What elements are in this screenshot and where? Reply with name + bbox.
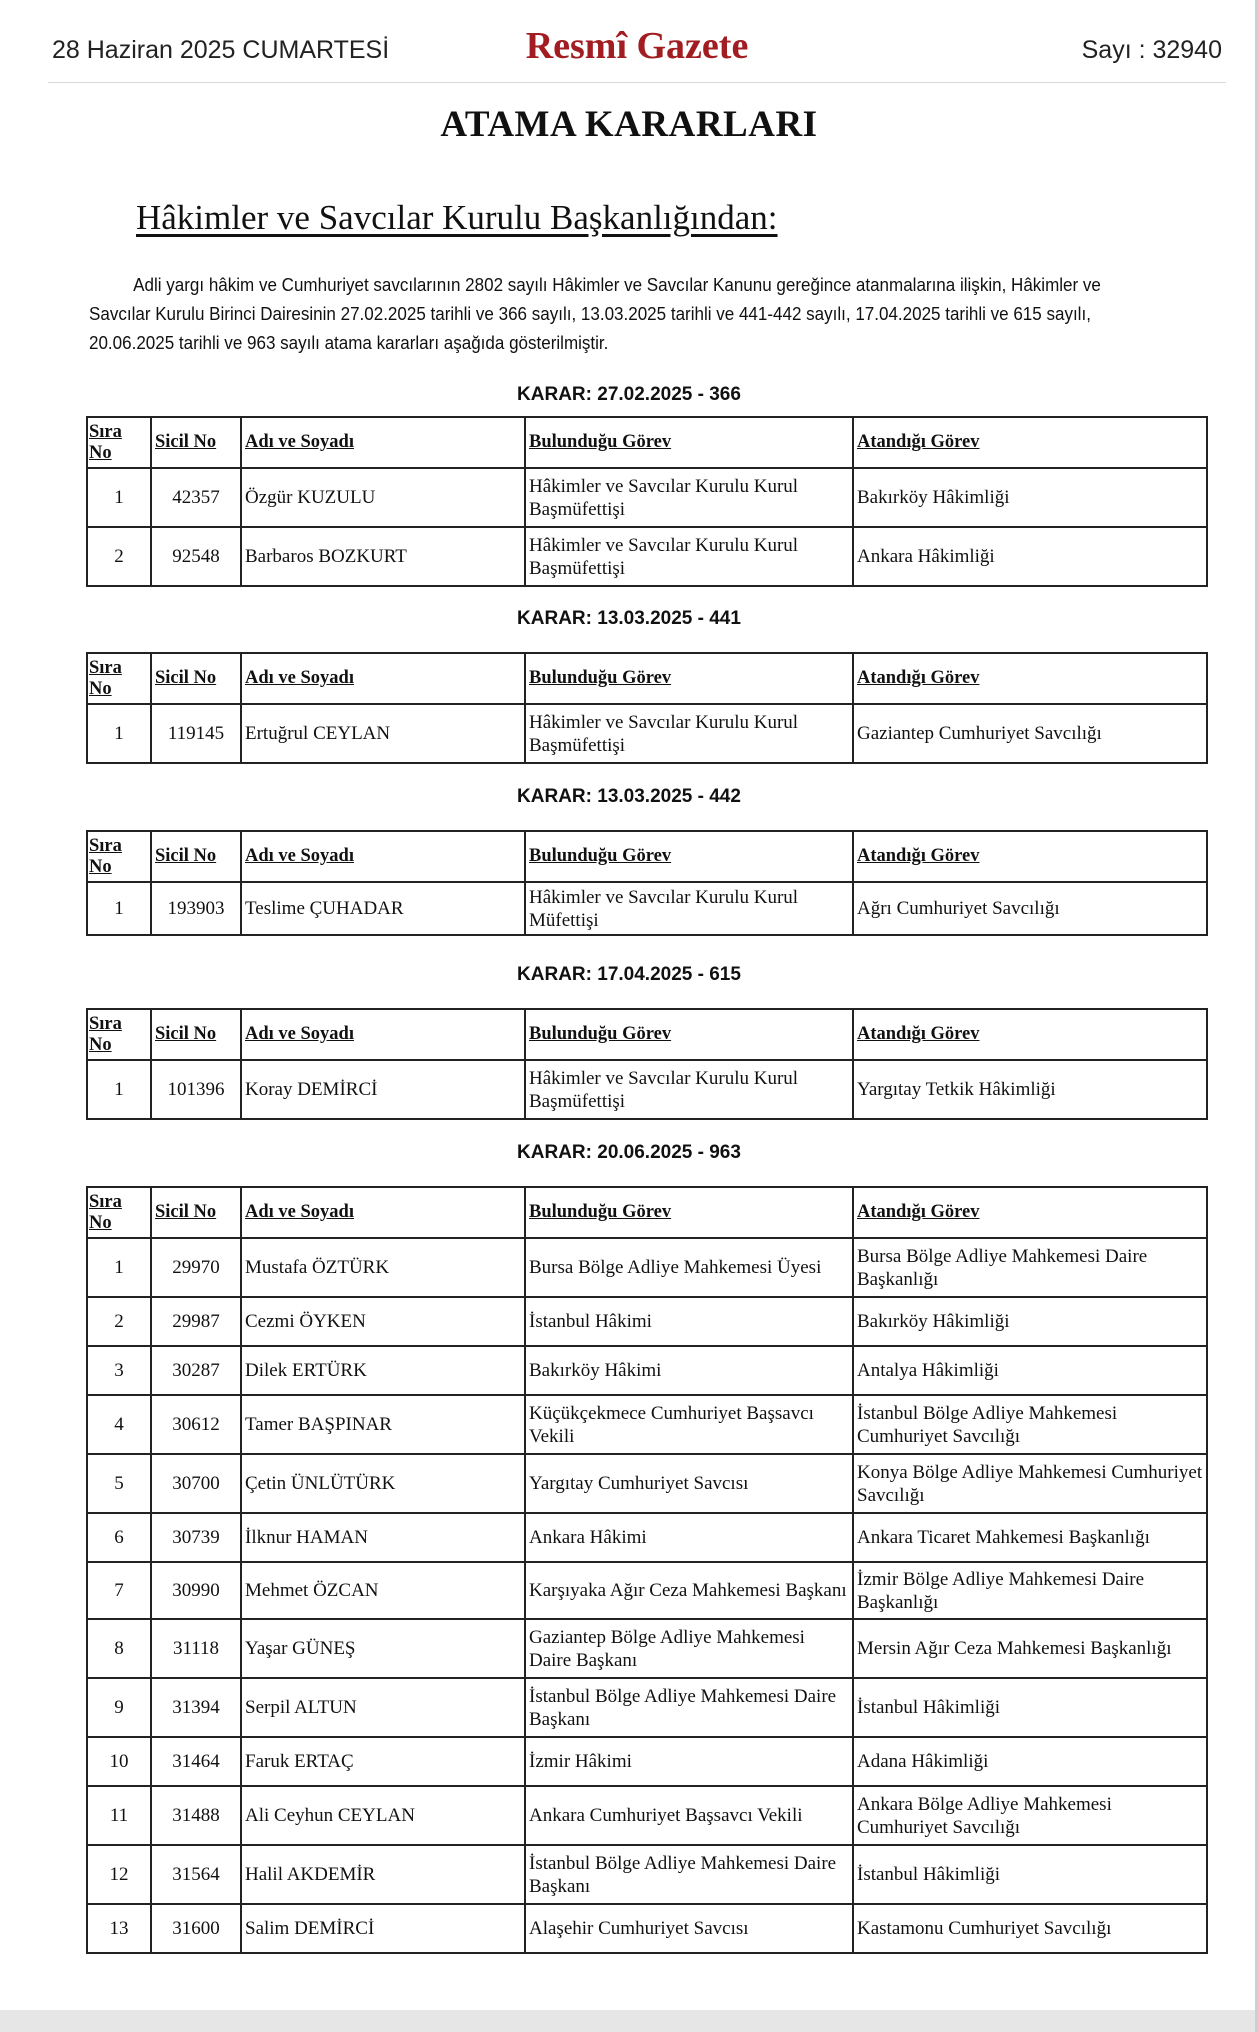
cell-sira: 1 — [87, 704, 151, 763]
column-bulundugu-gorev: Bulunduğu Görev — [525, 1009, 853, 1060]
cell-sicil: 31488 — [151, 1786, 241, 1845]
cell-sicil: 31464 — [151, 1737, 241, 1786]
table-row — [87, 1454, 1207, 1513]
cell-sicil: 101396 — [151, 1060, 241, 1119]
table-row — [87, 1238, 1207, 1297]
cell-sira: 1 — [87, 468, 151, 527]
appointment-table — [86, 830, 1208, 936]
cell-sicil: 29970 — [151, 1238, 241, 1297]
appointment-table — [86, 416, 1208, 587]
cell-bg: İzmir Hâkimi — [525, 1737, 853, 1786]
cell-sicil: 92548 — [151, 527, 241, 586]
cell-sicil: 31118 — [151, 1619, 241, 1678]
column-sicil-no: Sicil No — [151, 1009, 241, 1060]
appointment-table — [86, 652, 1208, 764]
cell-sira: 5 — [87, 1454, 151, 1513]
decision-title: KARAR: 13.03.2025 - 442 — [517, 786, 741, 807]
table-row — [87, 1395, 1207, 1454]
cell-ag: İzmir Bölge Adliye Mahkemesi Daire Başkanlığı — [853, 1562, 1207, 1619]
cell-ag: Ağrı Cumhuriyet Savcılığı — [853, 882, 1207, 935]
cell-sira: 1 — [87, 882, 151, 935]
cell-ad: Serpil ALTUN — [241, 1678, 525, 1737]
cell-ag: Konya Bölge Adliye Mahkemesi Cumhuriyet Savcılığı — [853, 1454, 1207, 1513]
table-row — [87, 1297, 1207, 1346]
cell-ag: İstanbul Hâkimliği — [853, 1845, 1207, 1904]
table-row — [87, 1513, 1207, 1562]
cell-bg: Hâkimler ve Savcılar Kurulu Kurul Başmüfettişi — [525, 527, 853, 586]
cell-sicil: 119145 — [151, 704, 241, 763]
column-bulundugu-gorev: Bulunduğu Görev — [525, 831, 853, 882]
column-atandigi-gorev: Atandığı Görev — [853, 1009, 1207, 1060]
column-adi-soyadi: Adı ve Soyadı — [241, 1187, 525, 1238]
column-adi-soyadi: Adı ve Soyadı — [241, 653, 525, 704]
cell-sira: 10 — [87, 1737, 151, 1786]
cell-sira: 6 — [87, 1513, 151, 1562]
table-row — [87, 527, 1207, 586]
column-adi-soyadi: Adı ve Soyadı — [241, 831, 525, 882]
column-sicil-no: Sicil No — [151, 653, 241, 704]
appointment-table — [86, 1008, 1208, 1120]
cell-bg: Alaşehir Cumhuriyet Savcısı — [525, 1904, 853, 1953]
cell-sira: 1 — [87, 1238, 151, 1297]
column-bulundugu-gorev: Bulunduğu Görev — [525, 417, 853, 468]
cell-ag: Antalya Hâkimliği — [853, 1346, 1207, 1395]
column-sira-no: Sıra No — [87, 653, 151, 704]
table-row — [87, 1060, 1207, 1119]
cell-ad: Mustafa ÖZTÜRK — [241, 1238, 525, 1297]
table-header-row — [87, 653, 1207, 704]
table-row — [87, 1904, 1207, 1953]
decision-title: KARAR: 17.04.2025 - 615 — [517, 964, 741, 985]
column-adi-soyadi: Adı ve Soyadı — [241, 417, 525, 468]
table-header-row — [87, 1187, 1207, 1238]
cell-sira: 11 — [87, 1786, 151, 1845]
cell-sicil: 30700 — [151, 1454, 241, 1513]
cell-sira: 4 — [87, 1395, 151, 1454]
cell-ag: İstanbul Bölge Adliye Mahkemesi Cumhuriyet Savcılığı — [853, 1395, 1207, 1454]
cell-sira: 7 — [87, 1562, 151, 1619]
table-row — [87, 468, 1207, 527]
cell-ag: Ankara Bölge Adliye Mahkemesi Cumhuriyet Savcılığı — [853, 1786, 1207, 1845]
column-sira-no: Sıra No — [87, 1187, 151, 1238]
cell-ad: Barbaros BOZKURT — [241, 527, 525, 586]
column-bulundugu-gorev: Bulunduğu Görev — [525, 1187, 853, 1238]
cell-bg: Bakırköy Hâkimi — [525, 1346, 853, 1395]
column-sicil-no: Sicil No — [151, 1187, 241, 1238]
cell-sira: 12 — [87, 1845, 151, 1904]
table-row — [87, 1619, 1207, 1678]
cell-sira: 2 — [87, 527, 151, 586]
issue-number: Sayı : 32940 — [1081, 36, 1222, 64]
column-sira-no: Sıra No — [87, 417, 151, 468]
gazette-title: Resmî Gazete — [525, 25, 749, 67]
cell-bg: İstanbul Bölge Adliye Mahkemesi Daire Başkanı — [525, 1845, 853, 1904]
cell-bg: Karşıyaka Ağır Ceza Mahkemesi Başkanı — [525, 1562, 853, 1619]
page-title: ATAMA KARARLARI — [440, 104, 818, 145]
intro-paragraph: Adli yargı hâkim ve Cumhuriyet savcılarının 2802 sayılı Hâkimler ve Savcılar Kanunu gereğince atanmalarına ilişkin, Hâkimler ve Savcılar Kurulu Birinci Dairesinin 27.02.2025 tarihli ve 366 sayılı, 13.03.2025 tarihli ve 441-442 sayılı, 17.04.2025 tarihli ve 615 sayılı, 20.06.2025 tarihli ve 963 sayılı atama kararları aşağıda gösterilmiştir. — [89, 274, 1101, 353]
cell-ad: Yaşar GÜNEŞ — [241, 1619, 525, 1678]
gazette-header — [48, 0, 1226, 83]
cell-bg: Ankara Cumhuriyet Başsavcı Vekili — [525, 1786, 853, 1845]
cell-bg: Bursa Bölge Adliye Mahkemesi Üyesi — [525, 1238, 853, 1297]
cell-sicil: 31394 — [151, 1678, 241, 1737]
table-header-row — [87, 831, 1207, 882]
column-sira-no: Sıra No — [87, 831, 151, 882]
cell-bg: Ankara Hâkimi — [525, 1513, 853, 1562]
cell-ad: Özgür KUZULU — [241, 468, 525, 527]
cell-ag: Bursa Bölge Adliye Mahkemesi Daire Başkanlığı — [853, 1238, 1207, 1297]
cell-bg: Yargıtay Cumhuriyet Savcısı — [525, 1454, 853, 1513]
institution-heading: Hâkimler ve Savcılar Kurulu Başkanlığından: — [136, 198, 778, 237]
cell-bg: İstanbul Bölge Adliye Mahkemesi Daire Başkanı — [525, 1678, 853, 1737]
cell-sicil: 30287 — [151, 1346, 241, 1395]
column-sicil-no: Sicil No — [151, 831, 241, 882]
column-adi-soyadi: Adı ve Soyadı — [241, 1009, 525, 1060]
cell-bg: İstanbul Hâkimi — [525, 1297, 853, 1346]
cell-sicil: 30739 — [151, 1513, 241, 1562]
cell-ad: Çetin ÜNLÜTÜRK — [241, 1454, 525, 1513]
table-row — [87, 1786, 1207, 1845]
cell-ad: Ertuğrul CEYLAN — [241, 704, 525, 763]
cell-bg: Hâkimler ve Savcılar Kurulu Kurul Müfettişi — [525, 882, 853, 935]
cell-ad: Halil AKDEMİR — [241, 1845, 525, 1904]
cell-sicil: 31564 — [151, 1845, 241, 1904]
column-sicil-no: Sicil No — [151, 417, 241, 468]
cell-ag: İstanbul Hâkimliği — [853, 1678, 1207, 1737]
cell-sicil: 193903 — [151, 882, 241, 935]
cell-ag: Mersin Ağır Ceza Mahkemesi Başkanlığı — [853, 1619, 1207, 1678]
cell-ag: Ankara Ticaret Mahkemesi Başkanlığı — [853, 1513, 1207, 1562]
cell-bg: Küçükçekmece Cumhuriyet Başsavcı Vekili — [525, 1395, 853, 1454]
table-row — [87, 1678, 1207, 1737]
table-header-row — [87, 1009, 1207, 1060]
column-atandigi-gorev: Atandığı Görev — [853, 653, 1207, 704]
issue-date: 28 Haziran 2025 CUMARTESİ — [52, 36, 390, 64]
table-row — [87, 704, 1207, 763]
cell-sira: 9 — [87, 1678, 151, 1737]
cell-bg: Gaziantep Bölge Adliye Mahkemesi Daire Başkanı — [525, 1619, 853, 1678]
column-atandigi-gorev: Atandığı Görev — [853, 1187, 1207, 1238]
cell-bg: Hâkimler ve Savcılar Kurulu Kurul Başmüfettişi — [525, 704, 853, 763]
cell-ad: Teslime ÇUHADAR — [241, 882, 525, 935]
cell-sira: 1 — [87, 1060, 151, 1119]
table-row — [87, 1346, 1207, 1395]
cell-sicil: 31600 — [151, 1904, 241, 1953]
cell-ad: İlknur HAMAN — [241, 1513, 525, 1562]
cell-ag: Bakırköy Hâkimliği — [853, 468, 1207, 527]
cell-sira: 3 — [87, 1346, 151, 1395]
decision-title: KARAR: 20.06.2025 - 963 — [517, 1142, 741, 1163]
cell-ad: Cezmi ÖYKEN — [241, 1297, 525, 1346]
cell-ad: Koray DEMİRCİ — [241, 1060, 525, 1119]
cell-ag: Adana Hâkimliği — [853, 1737, 1207, 1786]
column-sira-no: Sıra No — [87, 1009, 151, 1060]
cell-ad: Mehmet ÖZCAN — [241, 1562, 525, 1619]
cell-bg: Hâkimler ve Savcılar Kurulu Kurul Başmüfettişi — [525, 468, 853, 527]
column-atandigi-gorev: Atandığı Görev — [853, 831, 1207, 882]
cell-bg: Hâkimler ve Savcılar Kurulu Kurul Başmüfettişi — [525, 1060, 853, 1119]
cell-sicil: 42357 — [151, 468, 241, 527]
cell-ag: Yargıtay Tetkik Hâkimliği — [853, 1060, 1207, 1119]
column-atandigi-gorev: Atandığı Görev — [853, 417, 1207, 468]
cell-ad: Dilek ERTÜRK — [241, 1346, 525, 1395]
cell-ag: Kastamonu Cumhuriyet Savcılığı — [853, 1904, 1207, 1953]
cell-sira: 2 — [87, 1297, 151, 1346]
cell-ag: Gaziantep Cumhuriyet Savcılığı — [853, 704, 1207, 763]
cell-ag: Bakırköy Hâkimliği — [853, 1297, 1207, 1346]
appointment-table — [86, 1186, 1208, 1954]
cell-sicil: 30990 — [151, 1562, 241, 1619]
cell-sicil: 30612 — [151, 1395, 241, 1454]
cell-ad: Salim DEMİRCİ — [241, 1904, 525, 1953]
cell-ad: Faruk ERTAÇ — [241, 1737, 525, 1786]
table-row — [87, 1737, 1207, 1786]
column-bulundugu-gorev: Bulunduğu Görev — [525, 653, 853, 704]
cell-ag: Ankara Hâkimliği — [853, 527, 1207, 586]
cell-sicil: 29987 — [151, 1297, 241, 1346]
cell-sira: 13 — [87, 1904, 151, 1953]
table-row — [87, 1562, 1207, 1619]
table-header-row — [87, 417, 1207, 468]
table-row — [87, 882, 1207, 935]
table-row — [87, 1845, 1207, 1904]
decision-title: KARAR: 13.03.2025 - 441 — [517, 608, 741, 629]
cell-sira: 8 — [87, 1619, 151, 1678]
cell-ad: Tamer BAŞPINAR — [241, 1395, 525, 1454]
cell-ad: Ali Ceyhun CEYLAN — [241, 1786, 525, 1845]
decision-title: KARAR: 27.02.2025 - 366 — [517, 384, 741, 405]
